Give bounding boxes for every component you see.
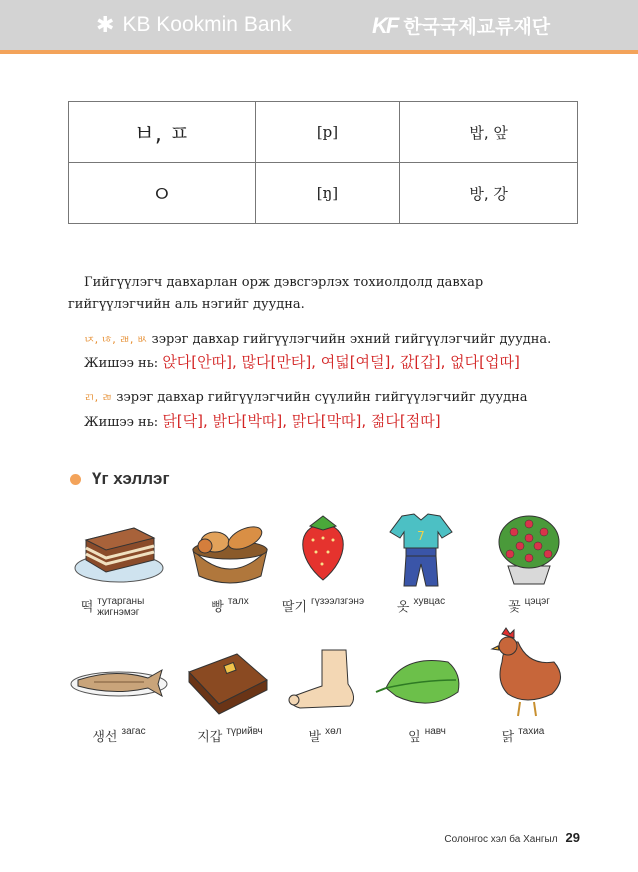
header-accent-line	[0, 50, 638, 54]
vocab-mongolian: талх	[227, 596, 249, 607]
table-cell-examples: 방, 강	[400, 163, 578, 224]
strawberry-icon	[268, 510, 378, 590]
page-footer	[444, 830, 580, 845]
table-cell-sound: [p]	[255, 102, 400, 163]
vocab-item-wallet	[175, 640, 285, 760]
vocab-caption	[372, 726, 482, 745]
vocab-item-strawberry	[268, 510, 378, 630]
section-title: Үг хэллэг	[92, 469, 170, 488]
svg-text:7: 7	[417, 529, 425, 543]
vocab-caption	[64, 726, 174, 745]
example-1-label: Жишээ нь:	[84, 356, 163, 371]
vocab-mongolian: хөл	[325, 726, 342, 737]
vocab-korean: 떡	[80, 600, 94, 615]
chicken-icon	[468, 622, 578, 720]
vocab-korean: 닭	[501, 730, 515, 745]
rule-1	[84, 331, 551, 347]
vocab-korean: 딸기	[281, 600, 308, 615]
kf-logo-text: 한국국제교류재단	[403, 16, 551, 38]
vocab-korean: 빵	[211, 600, 224, 615]
vocab-korean: 꽃	[508, 600, 521, 615]
kb-kookmin-bank-logo	[96, 12, 292, 38]
leaf-icon	[372, 640, 482, 720]
table-row	[69, 102, 578, 163]
vocab-korean: 잎	[408, 730, 421, 745]
table-cell-letter: ㅂ, ㅍ	[69, 102, 256, 163]
vocab-item-leaf	[372, 640, 482, 760]
vocab-caption	[468, 726, 578, 745]
example-1-words: 앉다[안따], 많다[만타], 여덟[여덜], 값[갑], 없다[업따]	[162, 353, 520, 371]
vocab-korean: 발	[308, 730, 322, 745]
flower-icon	[474, 510, 584, 590]
rule-2-text: зэрэг давхар гийгүүлэгчийн сүүлийн гийгүүлэгчийг дуудна	[112, 390, 528, 405]
vocab-korean: 옷	[396, 600, 410, 615]
example-2	[84, 410, 441, 431]
vocabulary-section-header	[70, 469, 170, 489]
rule-1-letters: ㄵ, ㄶ, ㄼ, ㅄ	[84, 333, 148, 346]
vocab-caption	[64, 596, 174, 618]
kb-star-icon: ✱	[96, 12, 115, 37]
vocab-caption	[366, 596, 476, 615]
fish-icon	[64, 640, 174, 720]
vocab-item-flower	[474, 510, 584, 630]
vocab-mongolian: цэцэг	[524, 596, 550, 607]
rule-1-text: зэрэг давхар гийгүүлэгчийн эхний гийгүүлэгчийг дуудна.	[147, 332, 552, 347]
korea-foundation-logo	[372, 12, 550, 39]
header-bar	[0, 0, 638, 50]
pronunciation-table	[68, 101, 578, 224]
bullet-dot-icon	[70, 474, 81, 485]
vocab-caption	[175, 726, 285, 745]
foot-icon	[270, 640, 380, 720]
clothes-icon	[366, 510, 476, 590]
vocab-korean: 생선	[92, 730, 118, 745]
vocab-mongolian: навч	[424, 726, 446, 737]
vocab-item-foot	[270, 640, 380, 760]
intro-paragraph: Гийгүүлэгч давхарлан орж дэвсгэрлэх тохиолдолд давхар гийгүүлэгчийн аль нэгийг дуудна.	[68, 275, 484, 312]
vocab-item-chicken	[468, 622, 578, 760]
vocab-mongolian: тутарганы жигнэмэг	[97, 596, 145, 618]
vocab-item-rice-cake	[64, 510, 174, 630]
vocab-caption	[268, 596, 378, 615]
example-1	[84, 351, 520, 372]
table-cell-sound: [ŋ]	[255, 163, 400, 224]
example-2-words: 닭[닥], 밝다[박따], 맑다[막따], 젊다[점따]	[162, 412, 441, 430]
footer-book-title: Солонгос хэл ба Хангыл	[444, 834, 558, 845]
vocab-item-clothes	[366, 510, 476, 630]
table-cell-letter: ㅇ	[69, 163, 256, 224]
kb-logo-text: KB Kookmin Bank	[122, 13, 292, 36]
vocab-item-fish	[64, 640, 174, 760]
rule-2	[84, 389, 528, 405]
rule-2-letters: ㄺ, ㄻ	[84, 391, 113, 404]
vocab-korean: 지갑	[197, 730, 223, 745]
example-2-label: Жишээ нь:	[84, 415, 163, 430]
vocab-mongolian: загас	[121, 726, 146, 737]
kf-mark: KF	[372, 12, 398, 38]
rice-cake-icon	[64, 510, 174, 590]
vocab-caption	[474, 596, 584, 615]
vocab-mongolian: гүзээлзгэнэ	[311, 596, 365, 607]
vocab-mongolian: тахиа	[518, 726, 545, 737]
vocab-mongolian: хувцас	[413, 596, 446, 607]
vocab-mongolian: түрийвч	[226, 726, 263, 737]
table-cell-examples: 밥, 앞	[400, 102, 578, 163]
wallet-icon	[175, 640, 285, 720]
page-number: 29	[565, 830, 580, 845]
vocab-caption	[270, 726, 380, 745]
table-row	[69, 163, 578, 224]
